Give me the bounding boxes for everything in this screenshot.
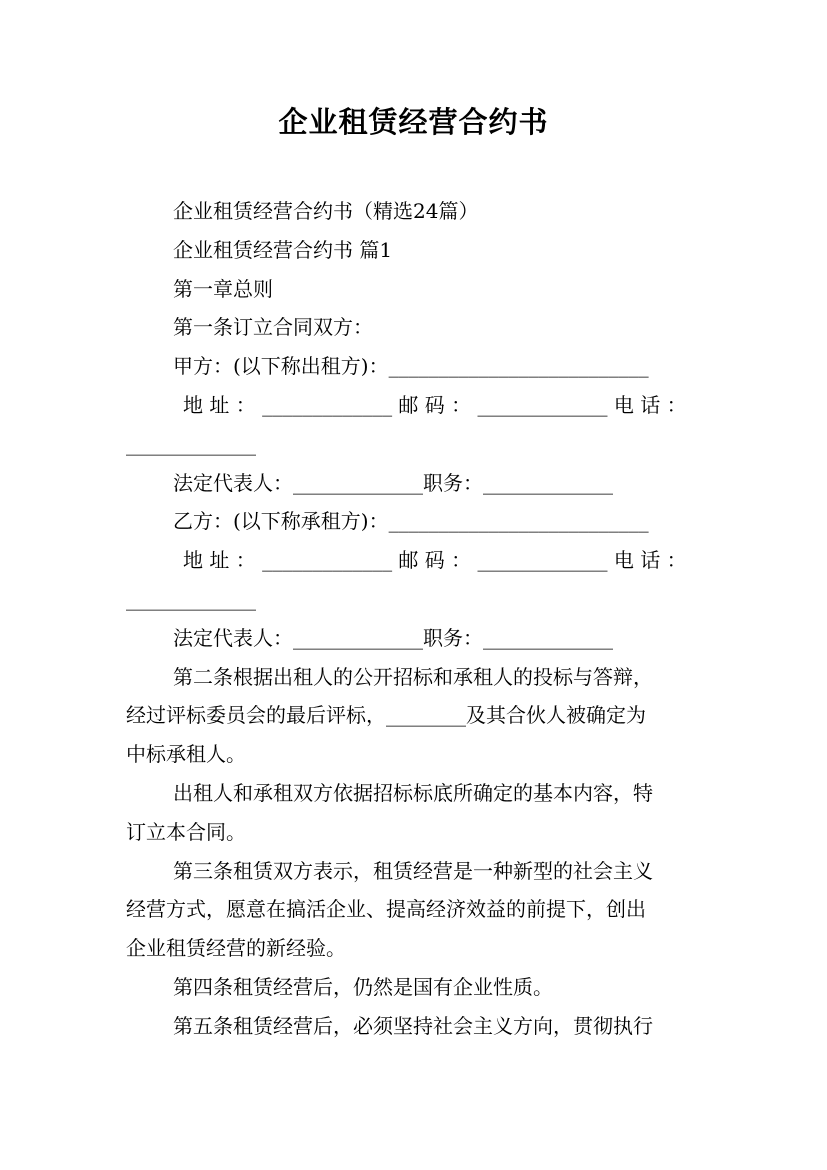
party-a-representative-line: 法定代表人：_____________职务：_____________: [173, 470, 613, 495]
article-line: 企业租赁经营的新经验。: [126, 936, 346, 961]
party-b-address-line: 地 址 ： _____________ 邮 码 ： _____________ 电 话 ：: [183, 548, 687, 573]
article-line: 第四条租赁经营后，仍然是国有企业性质。: [173, 974, 553, 999]
article-line: 中标承租人。: [126, 742, 246, 767]
article-line: 经过评标委员会的最后评标，________及其合伙人被确定为: [126, 703, 646, 728]
chapter-heading: 第一章总则: [173, 276, 273, 301]
article-line: 经营方式，愿意在搞活企业、提高经济效益的前提下，创出: [126, 897, 646, 922]
paragraph-line: 订立本合同。: [126, 819, 246, 844]
party-a-phone-blank: _____________: [126, 431, 256, 456]
article-line: 第五条租赁经营后，必须坚持社会主义方向，贯彻执行: [173, 1013, 653, 1038]
party-b-line: 乙方：(以下称承租方)：__________________________: [173, 509, 649, 534]
party-a-line: 甲方：(以下称出租方)：__________________________: [173, 354, 649, 379]
party-b-representative-line: 法定代表人：_____________职务：_____________: [173, 625, 613, 650]
document-body: [126, 192, 706, 1046]
document-title: 企业租赁经营合约书: [278, 105, 549, 139]
subtitle-line: 企业租赁经营合约书（精选24篇）: [173, 199, 479, 223]
party-a-address-line: 地 址 ： _____________ 邮 码 ： _____________ 电 话 ：: [183, 392, 687, 417]
article-line: 第三条租赁双方表示，租赁经营是一种新型的社会主义: [173, 858, 653, 883]
article-line: 第一条订立合同双方：: [173, 315, 373, 340]
party-b-phone-blank: _____________: [126, 586, 256, 611]
section-heading: 企业租赁经营合约书 篇1: [173, 237, 393, 262]
paragraph-line: 出租人和承租双方依据招标标底所确定的基本内容，特: [173, 780, 653, 805]
article-line: 第二条根据出租人的公开招标和承租人的投标与答辩，: [173, 664, 653, 689]
